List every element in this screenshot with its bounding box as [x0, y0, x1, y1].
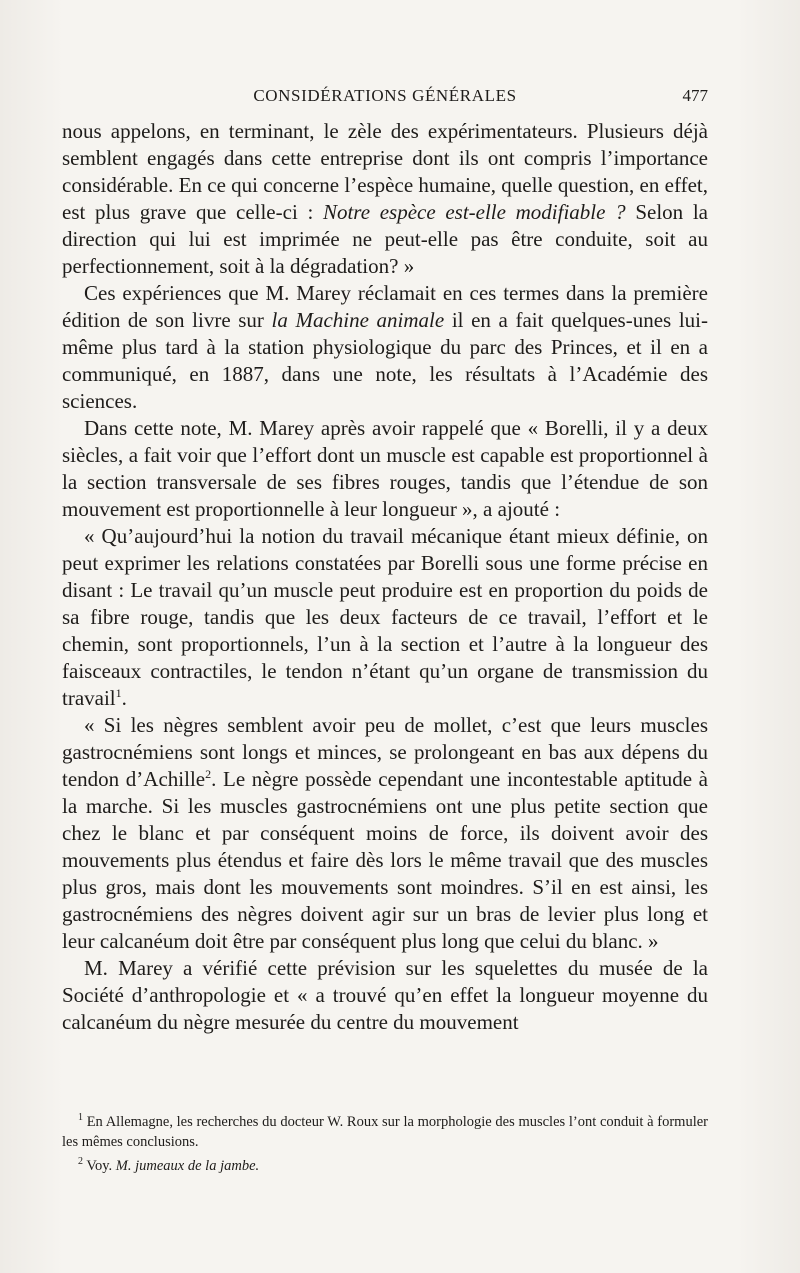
- running-title: CONSIDÉRATIONS GÉNÉRALES: [253, 86, 517, 105]
- paragraph-1-end: Selon la direction qui lui est imprimée ne peut-elle pas être conduite, soit au perfectionnement, soit à la dégradation? »: [62, 200, 709, 278]
- paragraph-2-italic: la Machine animale: [271, 308, 445, 332]
- footnote-2-text: Voy.: [83, 1158, 116, 1174]
- paragraph-4-end: .: [121, 686, 127, 710]
- paragraph-6: M. Marey a vérifié cette prévision sur les squelettes du musée de la Société d’anthropologie et « a trouvé qu’en effet la longueur moyenne du calcanéum du nègre mesurée du centre du mouvement: [62, 956, 708, 1034]
- paragraph-4-text: « Qu’aujourd’hui la notion du travail mécanique étant mieux définie, on peut exprimer les relations constatées par Borelli sous une forme précise en disant : Le travail qu’un muscle peut produire est en proportion du poids de sa fibre rouge, tandis que les deux facteurs de ce travail, l’effort et le chemin, sont proportionnels, l’un à la section et l’autre à la longueur des faisceaux contractiles, le tendon n’étant qu’un organe de transmission du travail: [62, 524, 708, 710]
- paragraph-2-text: Ces expériences que M. Marey réclamait en ces termes dans la première édition de son livre sur: [62, 281, 708, 332]
- paragraph-2-end: il en a fait quelques-unes lui-même plus tard à la station physiologique du parc des Princes, et il en a communiqué, en 1887, dans une note, les résultats à l’Académie des sciences.: [62, 308, 708, 413]
- paragraph-5-end: . Le nègre possède cependant une incontestable aptitude à la marche. Si les muscles gastrocnémiens ont une plus petite section que chez le blanc et par conséquent moins de force, ils doivent avoir des mouvements plus étendus et faire dès lors le même travail que des muscles plus gros, mais dont les mouvements sont moindres. S’il en est ainsi, les gastrocnémiens des nègres doivent agir sur un bras de levier plus long et leur calcanéum doit être par conséquent plus long que celui du blanc. »: [62, 767, 708, 953]
- footnote-1-mark: 1: [78, 1112, 83, 1124]
- footnote-1-text: En Allemagne, les recherches du docteur W. Roux sur la morphologie des muscles l’ont conduit à formuler les mêmes conclusions.: [62, 1114, 708, 1150]
- paragraph-2: [62, 280, 708, 415]
- page-header: [62, 86, 708, 110]
- paragraph-1-text: nous appelons, en terminant, le zèle des expérimentateurs. Plusieurs déjà semblent engagés dans cette entreprise dont ils ont compris l’importance considérable. En ce qui concerne l’espèce humaine, quelle question, en effet, est plus grave que celle-ci :: [62, 119, 708, 224]
- footnote-2-italic: M. jumeaux de la jambe.: [115, 1158, 260, 1174]
- paragraph-1-italic: Notre espèce est-elle modifiable ?: [322, 200, 626, 224]
- footnote-2: [62, 1156, 708, 1176]
- footnotes: [62, 1112, 708, 1180]
- footnote-ref-2: 2: [205, 767, 212, 781]
- paragraph-5: [62, 712, 708, 955]
- footnote-ref-1: 1: [115, 686, 122, 700]
- paragraph-1: [62, 118, 708, 280]
- footnote-2-mark: 2: [78, 1156, 83, 1168]
- footnote-1: [62, 1112, 708, 1152]
- paragraph-3: Dans cette note, M. Marey après avoir rappelé que « Borelli, il y a deux siècles, a fait voir que l’effort dont un muscle est capable est proportionnel à la section transversale de ses fibres rouges, tandis que l’étendue de son mouvement est proportionnelle à leur longueur », a ajouté :: [62, 416, 708, 521]
- paragraph-5-text: « Si les nègres semblent avoir peu de mollet, c’est que leurs muscles gastrocnémiens sont longs et minces, se prolongeant en bas aux dépens du tendon d’Achille: [62, 713, 708, 791]
- paragraph-4: [62, 523, 708, 712]
- page-number: 477: [682, 86, 708, 105]
- body-text: [62, 118, 708, 1036]
